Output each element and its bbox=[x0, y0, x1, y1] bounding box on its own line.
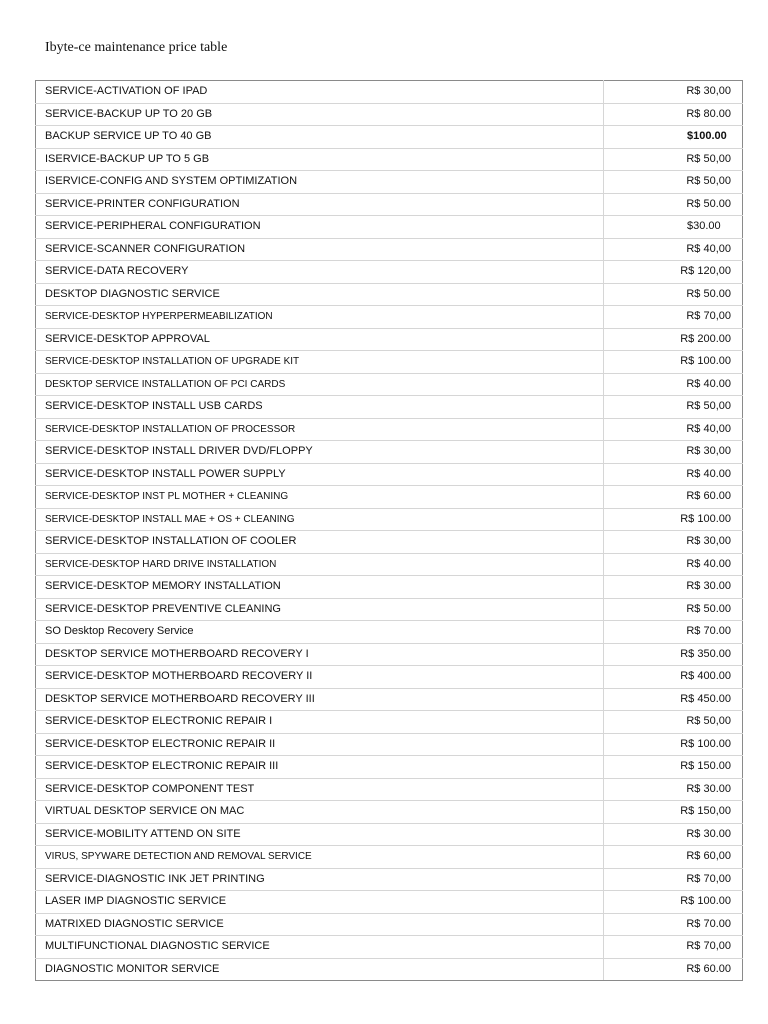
service-name-cell: DESKTOP DIAGNOSTIC SERVICE bbox=[36, 283, 604, 306]
service-name-cell: SERVICE-DESKTOP APPROVAL bbox=[36, 328, 604, 351]
service-name-cell: SERVICE-DESKTOP INSTALL MAE + OS + CLEANING bbox=[36, 508, 604, 531]
service-name-cell: BACKUP SERVICE UP TO 40 GB bbox=[36, 126, 604, 149]
table-row bbox=[36, 441, 743, 464]
service-name-cell: DIAGNOSTIC MONITOR SERVICE bbox=[36, 958, 604, 981]
price-cell: R$ 30,00 bbox=[604, 81, 743, 104]
table-row bbox=[36, 238, 743, 261]
price-cell: R$ 70,00 bbox=[604, 868, 743, 891]
service-name-cell: VIRUS, SPYWARE DETECTION AND REMOVAL SERVICE bbox=[36, 846, 604, 869]
table-row bbox=[36, 576, 743, 599]
service-name-cell: LASER IMP DIAGNOSTIC SERVICE bbox=[36, 891, 604, 914]
price-cell: R$ 60.00 bbox=[604, 486, 743, 509]
price-cell: R$ 30,00 bbox=[604, 441, 743, 464]
table-row bbox=[36, 553, 743, 576]
price-cell: R$ 100.00 bbox=[604, 733, 743, 756]
service-name-cell: SERVICE-BACKUP UP TO 20 GB bbox=[36, 103, 604, 126]
service-name-cell: SERVICE-DESKTOP INSTALL USB CARDS bbox=[36, 396, 604, 419]
price-table-body bbox=[36, 81, 743, 981]
price-cell: R$ 100.00 bbox=[604, 508, 743, 531]
table-row bbox=[36, 283, 743, 306]
service-name-cell: SERVICE-DESKTOP INSTALL POWER SUPPLY bbox=[36, 463, 604, 486]
table-row bbox=[36, 958, 743, 981]
price-cell: R$ 40,00 bbox=[604, 238, 743, 261]
price-cell: R$ 50,00 bbox=[604, 396, 743, 419]
service-name-cell: SERVICE-DESKTOP PREVENTIVE CLEANING bbox=[36, 598, 604, 621]
table-row bbox=[36, 666, 743, 689]
service-name-cell: DESKTOP SERVICE INSTALLATION OF PCI CARDS bbox=[36, 373, 604, 396]
table-row bbox=[36, 81, 743, 104]
table-row bbox=[36, 823, 743, 846]
service-name-cell: SERVICE-PRINTER CONFIGURATION bbox=[36, 193, 604, 216]
service-name-cell: SERVICE-ACTIVATION OF IPAD bbox=[36, 81, 604, 104]
price-cell: R$ 450.00 bbox=[604, 688, 743, 711]
service-name-cell: SERVICE-DESKTOP ELECTRONIC REPAIR II bbox=[36, 733, 604, 756]
price-cell: R$ 30.00 bbox=[604, 823, 743, 846]
price-cell: R$ 60.00 bbox=[604, 958, 743, 981]
table-row bbox=[36, 868, 743, 891]
table-row bbox=[36, 103, 743, 126]
service-name-cell: SERVICE-DESKTOP INSTALLATION OF COOLER bbox=[36, 531, 604, 554]
table-row bbox=[36, 486, 743, 509]
service-name-cell: SERVICE-DESKTOP ELECTRONIC REPAIR I bbox=[36, 711, 604, 734]
price-cell: R$ 150,00 bbox=[604, 801, 743, 824]
price-cell: $100.00 bbox=[604, 126, 743, 149]
service-name-cell: DESKTOP SERVICE MOTHERBOARD RECOVERY III bbox=[36, 688, 604, 711]
price-cell: R$ 150.00 bbox=[604, 756, 743, 779]
table-row bbox=[36, 418, 743, 441]
service-name-cell: SO Desktop Recovery Service bbox=[36, 621, 604, 644]
service-name-cell: SERVICE-DESKTOP INSTALLATION OF UPGRADE KIT bbox=[36, 351, 604, 374]
table-row bbox=[36, 171, 743, 194]
service-name-cell: SERVICE-DESKTOP COMPONENT TEST bbox=[36, 778, 604, 801]
table-row bbox=[36, 216, 743, 239]
table-row bbox=[36, 396, 743, 419]
service-name-cell: SERVICE-DESKTOP ELECTRONIC REPAIR III bbox=[36, 756, 604, 779]
service-name-cell: SERVICE-DESKTOP INSTALL DRIVER DVD/FLOPPY bbox=[36, 441, 604, 464]
price-cell: R$ 70,00 bbox=[604, 306, 743, 329]
table-row bbox=[36, 936, 743, 959]
table-row bbox=[36, 351, 743, 374]
price-cell: R$ 80.00 bbox=[604, 103, 743, 126]
price-cell: R$ 50,00 bbox=[604, 711, 743, 734]
service-name-cell: SERVICE-DESKTOP HYPERPERMEABILIZATION bbox=[36, 306, 604, 329]
price-table bbox=[35, 80, 743, 981]
table-row bbox=[36, 846, 743, 869]
service-name-cell: MULTIFUNCTIONAL DIAGNOSTIC SERVICE bbox=[36, 936, 604, 959]
table-row bbox=[36, 373, 743, 396]
table-row bbox=[36, 193, 743, 216]
service-name-cell: MATRIXED DIAGNOSTIC SERVICE bbox=[36, 913, 604, 936]
price-cell: R$ 70,00 bbox=[604, 936, 743, 959]
service-name-cell: ISERVICE-BACKUP UP TO 5 GB bbox=[36, 148, 604, 171]
price-cell: R$ 30.00 bbox=[604, 576, 743, 599]
table-row bbox=[36, 531, 743, 554]
service-name-cell: SERVICE-DESKTOP MEMORY INSTALLATION bbox=[36, 576, 604, 599]
price-cell: R$ 60,00 bbox=[604, 846, 743, 869]
table-row bbox=[36, 508, 743, 531]
page-title: Ibyte-ce maintenance price table bbox=[45, 40, 228, 55]
table-row bbox=[36, 328, 743, 351]
price-cell: R$ 50.00 bbox=[604, 598, 743, 621]
service-name-cell: SERVICE-SCANNER CONFIGURATION bbox=[36, 238, 604, 261]
service-name-cell: SERVICE-PERIPHERAL CONFIGURATION bbox=[36, 216, 604, 239]
table-row bbox=[36, 643, 743, 666]
service-name-cell: SERVICE-DESKTOP HARD DRIVE INSTALLATION bbox=[36, 553, 604, 576]
table-row bbox=[36, 621, 743, 644]
price-cell: R$ 50,00 bbox=[604, 148, 743, 171]
service-name-cell: SERVICE-DESKTOP INST PL MOTHER + CLEANING bbox=[36, 486, 604, 509]
table-row bbox=[36, 913, 743, 936]
service-name-cell: DESKTOP SERVICE MOTHERBOARD RECOVERY I bbox=[36, 643, 604, 666]
service-name-cell: VIRTUAL DESKTOP SERVICE ON MAC bbox=[36, 801, 604, 824]
table-row bbox=[36, 733, 743, 756]
table-row bbox=[36, 598, 743, 621]
price-cell: R$ 350.00 bbox=[604, 643, 743, 666]
table-row bbox=[36, 688, 743, 711]
price-cell: R$ 40.00 bbox=[604, 463, 743, 486]
price-cell: R$ 100.00 bbox=[604, 351, 743, 374]
price-cell: R$ 50,00 bbox=[604, 171, 743, 194]
price-cell: R$ 120,00 bbox=[604, 261, 743, 284]
table-row bbox=[36, 126, 743, 149]
service-name-cell: SERVICE-DESKTOP MOTHERBOARD RECOVERY II bbox=[36, 666, 604, 689]
price-cell: R$ 40,00 bbox=[604, 418, 743, 441]
price-cell: R$ 30,00 bbox=[604, 531, 743, 554]
price-cell: R$ 50.00 bbox=[604, 283, 743, 306]
price-cell: R$ 30.00 bbox=[604, 778, 743, 801]
table-row bbox=[36, 801, 743, 824]
price-cell: R$ 400.00 bbox=[604, 666, 743, 689]
price-cell: R$ 100.00 bbox=[604, 891, 743, 914]
price-cell: R$ 50.00 bbox=[604, 193, 743, 216]
table-row bbox=[36, 711, 743, 734]
table-row bbox=[36, 261, 743, 284]
service-name-cell: ISERVICE-CONFIG AND SYSTEM OPTIMIZATION bbox=[36, 171, 604, 194]
price-cell: R$ 200.00 bbox=[604, 328, 743, 351]
price-cell: R$ 70.00 bbox=[604, 621, 743, 644]
service-name-cell: SERVICE-DIAGNOSTIC INK JET PRINTING bbox=[36, 868, 604, 891]
table-row bbox=[36, 148, 743, 171]
price-cell: R$ 70.00 bbox=[604, 913, 743, 936]
table-row bbox=[36, 306, 743, 329]
table-row bbox=[36, 778, 743, 801]
table-row bbox=[36, 463, 743, 486]
price-cell: $30.00 bbox=[604, 216, 743, 239]
price-cell: R$ 40.00 bbox=[604, 553, 743, 576]
service-name-cell: SERVICE-MOBILITY ATTEND ON SITE bbox=[36, 823, 604, 846]
table-row bbox=[36, 756, 743, 779]
service-name-cell: SERVICE-DESKTOP INSTALLATION OF PROCESSOR bbox=[36, 418, 604, 441]
price-cell: R$ 40.00 bbox=[604, 373, 743, 396]
table-row bbox=[36, 891, 743, 914]
service-name-cell: SERVICE-DATA RECOVERY bbox=[36, 261, 604, 284]
